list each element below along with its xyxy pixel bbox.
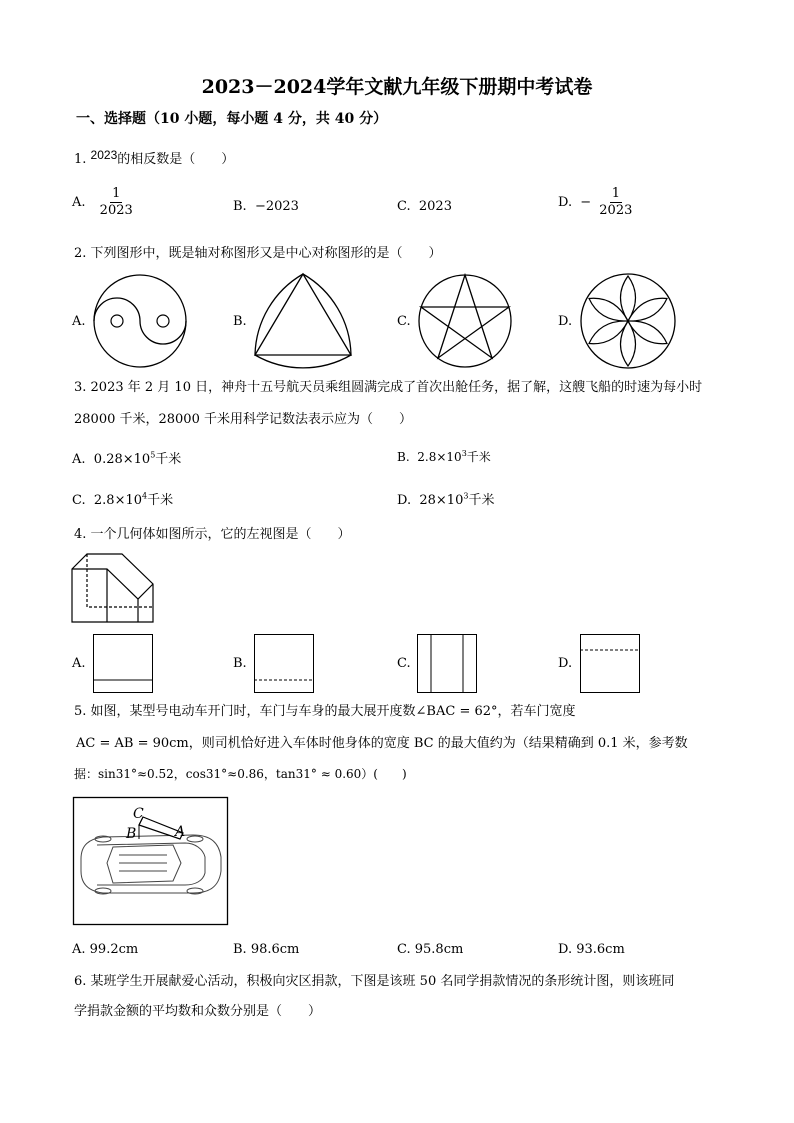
q1-d-label: D. — [558, 195, 573, 210]
question-1-stem — [74, 150, 234, 169]
view-option-c — [417, 634, 477, 693]
q1-text: 的相反数是（ ） — [117, 152, 235, 167]
question-3-line2: 28000 千米，28000 千米用科学记数法表示应为（ ） — [74, 412, 412, 427]
q3-c-exp: 4 — [142, 491, 148, 501]
q3-b-unit: 千米 — [466, 450, 491, 464]
label-c: C — [133, 806, 144, 822]
question-5-line2: AC = AB = 90cm，则司机恰好进入车体时他身体的宽度 BC 的最大值约为（结果精确到 0.1 米，参考数 — [76, 736, 688, 751]
question-6-line1: 6. 某班学生开展献爱心活动，积极向灾区捐款，下图是该班 50 名同学捐款情况的条形统计图，则该班同 — [74, 974, 675, 989]
q4-label-b: B. — [233, 656, 247, 671]
q3-option-c — [72, 489, 173, 508]
q3-d-exp: 3 — [463, 491, 469, 501]
q1-option-a — [72, 186, 135, 219]
q3-a-unit: 千米 — [155, 452, 182, 467]
q3-b-exp: 3 — [461, 449, 467, 458]
question-4-stem: 4. 一个几何体如图所示，它的左视图是（ ） — [74, 527, 351, 542]
q5-option-c: C. 95.8cm — [397, 942, 464, 957]
car-door-figure — [73, 797, 228, 925]
question-6-line2: 学捐款金额的平均数和众数分别是（ ） — [74, 1004, 322, 1019]
solid-figure — [70, 552, 154, 626]
section-heading: 一、选择题（10 小题，每小题 4 分，共 40 分） — [76, 111, 388, 127]
q1-number: 1. — [74, 152, 87, 167]
q1-a-numerator: 1 — [112, 186, 121, 201]
q1-d-fraction — [597, 186, 634, 219]
q3-b-base: 2.8×10 — [417, 450, 462, 464]
q1-option-c — [397, 199, 452, 214]
q4-label-d: D. — [558, 656, 573, 671]
q1-a-denominator: 2023 — [99, 203, 133, 218]
q1-c-label: C. — [397, 199, 411, 214]
question-5-line1: 5. 如图，某型号电动车开门时，车门与车身的最大展开度数∠BAC = 62°，若车门宽度 — [74, 704, 576, 719]
q5-option-b: B. 98.6cm — [233, 942, 300, 957]
q2-label-c: C. — [397, 314, 411, 329]
q3-b-label: B. — [397, 450, 410, 464]
q3-d-unit: 千米 — [468, 493, 495, 508]
question-2-stem: 2. 下列图形中，既是轴对称图形又是中心对称图形的是（ ） — [74, 246, 442, 261]
q5-option-a: A. 99.2cm — [72, 942, 139, 957]
q3-option-a — [72, 448, 181, 467]
q1-b-label: B. — [233, 199, 247, 214]
yin-yang-figure — [92, 273, 188, 369]
q1-c-text: 2023 — [418, 199, 452, 214]
q2-label-a: A. — [72, 314, 86, 329]
q3-c-unit: 千米 — [147, 493, 174, 508]
q1-option-d — [558, 186, 634, 219]
q5-option-d: D. 93.6cm — [558, 942, 625, 957]
view-option-d — [580, 634, 640, 693]
q1-d-numerator: 1 — [611, 186, 620, 201]
q2-label-b: B. — [233, 314, 247, 329]
q1-d-denominator: 2023 — [599, 203, 633, 218]
q2-label-d: D. — [558, 314, 573, 329]
view-option-a — [93, 634, 153, 693]
star-in-circle-figure — [417, 273, 513, 369]
q3-d-label: D. — [397, 493, 412, 508]
question-3-line1: 3. 2023 年 2 月 10 日，神舟十五号航天员乘组圆满完成了首次出舱任务，据了解，这艘飞船的时速为每小时 — [74, 380, 703, 395]
q3-c-label: C. — [72, 493, 86, 508]
label-a: A — [175, 824, 186, 840]
q1-value: 2023 — [90, 148, 118, 162]
q3-option-b — [397, 448, 491, 465]
q3-a-exp: 5 — [150, 450, 156, 460]
page-title: 2023－2024学年文献九年级下册期中考试卷 — [201, 76, 593, 98]
q3-a-label: A. — [72, 452, 86, 467]
q3-a-base: 0.28×10 — [93, 452, 151, 467]
q1-option-b — [233, 199, 299, 214]
question-5-line3: 据：sin31°≈0.52，cos31°≈0.86，tan31° ≈ 0.60）( ) — [74, 767, 407, 781]
reuleaux-triangle-figure — [253, 272, 353, 358]
q3-c-base: 2.8×10 — [93, 493, 142, 508]
q1-b-text: −2023 — [254, 199, 299, 214]
view-option-b — [254, 634, 314, 693]
six-petal-flower-figure — [579, 272, 677, 370]
q1-a-label: A. — [72, 195, 86, 210]
q4-label-c: C. — [397, 656, 411, 671]
q3-option-d — [397, 489, 494, 508]
label-b: B — [126, 826, 137, 842]
q1-a-fraction — [98, 186, 135, 219]
q3-d-base: 28×10 — [419, 493, 464, 508]
q1-d-sign: − — [580, 195, 592, 210]
q4-label-a: A. — [72, 656, 86, 671]
